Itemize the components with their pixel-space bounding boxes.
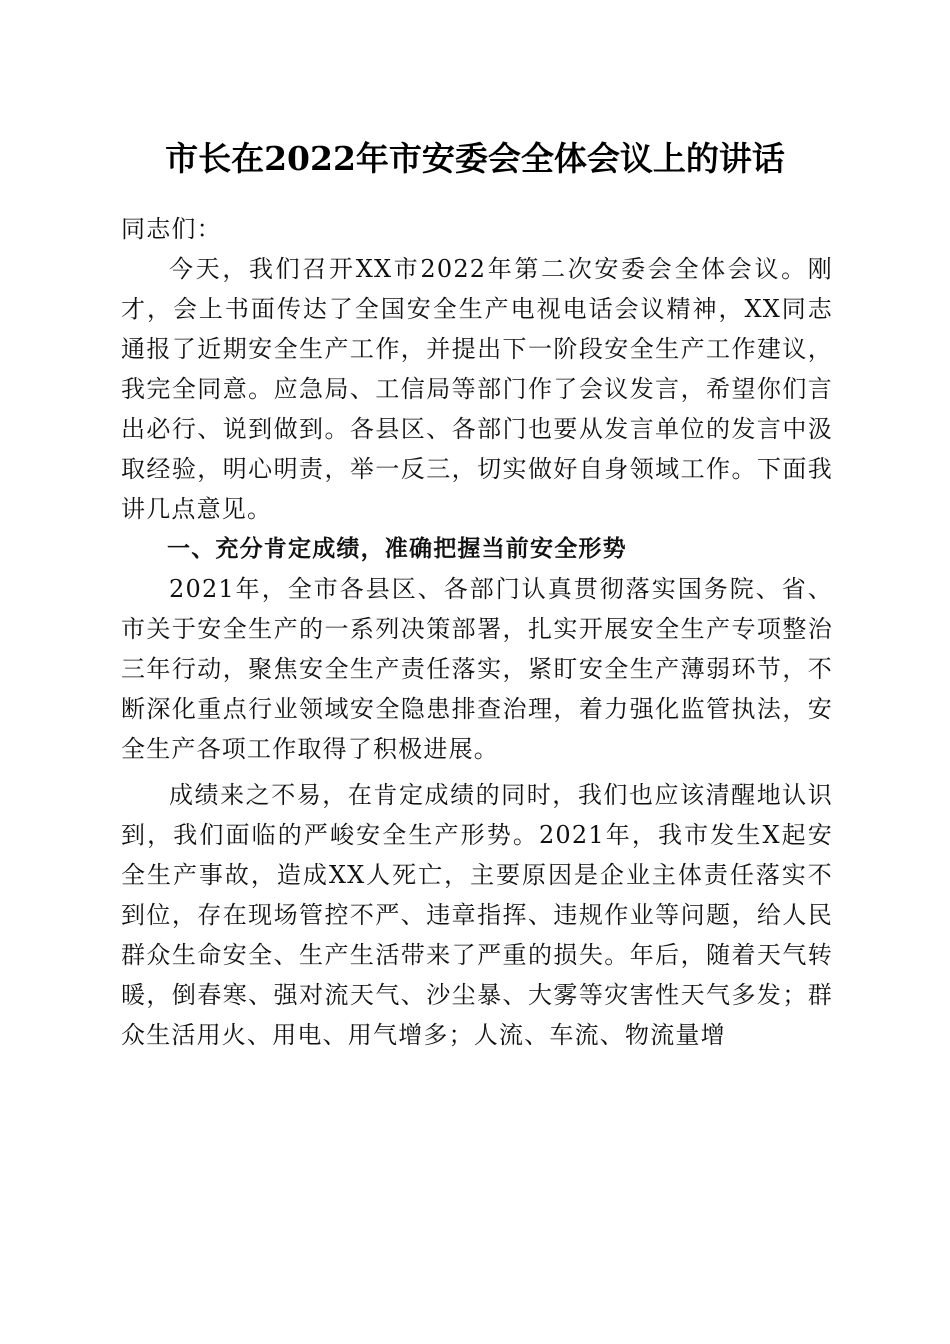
document-title: 市长在2022年市安委会全体会议上的讲话 [165, 139, 785, 178]
salutation: 同志们： [121, 215, 222, 243]
section-heading: 一、充分肯定成绩，准确把握当前安全形势 [167, 536, 627, 562]
paragraph-opening: 今天，我们召开XX市2022年第二次安委会全体会议。刚才，会上书面传达了全国安全生产电视电话会议精神，XX同志通报了近期安全生产工作，并提出下一阶段安全生产工作建议，我完全同意。应急局、工信局等部门作了会议发言，希望你们言出必行、说到做到。各县区、各部门也要从发言单位的发言中汲取经验，明心明责，举一反三，切实做好自身领域工作。下面我讲几点意见。 [121, 255, 833, 523]
document-body [121, 209, 833, 1055]
paragraph-situation: 成绩来之不易，在肯定成绩的同时，我们也应该清醒地认识到，我们面临的严峻安全生产形势。2021年，我市发生X起安全生产事故，造成XX人死亡，主要原因是企业主体责任落实不到位，存在现场管控不严、违章指挥、违规作业等问题，给人民群众生命安全、生产生活带来了严重的损失。年后，随着天气转暖，倒春寒、强对流天气、沙尘暴、大雾等灾害性天气多发；群众生活用火、用电、用气增多；人流、车流、物流量增 [121, 781, 833, 1049]
paragraph-achievements: 2021年，全市各县区、各部门认真贯彻落实国务院、省、市关于安全生产的一系列决策部署，扎实开展安全生产专项整治三年行动，聚焦安全生产责任落实，紧盯安全生产薄弱环节，不断深化重点行业领域安全隐患排查治理，着力强化监管执法，安全生产各项工作取得了积极进展。 [121, 575, 833, 763]
